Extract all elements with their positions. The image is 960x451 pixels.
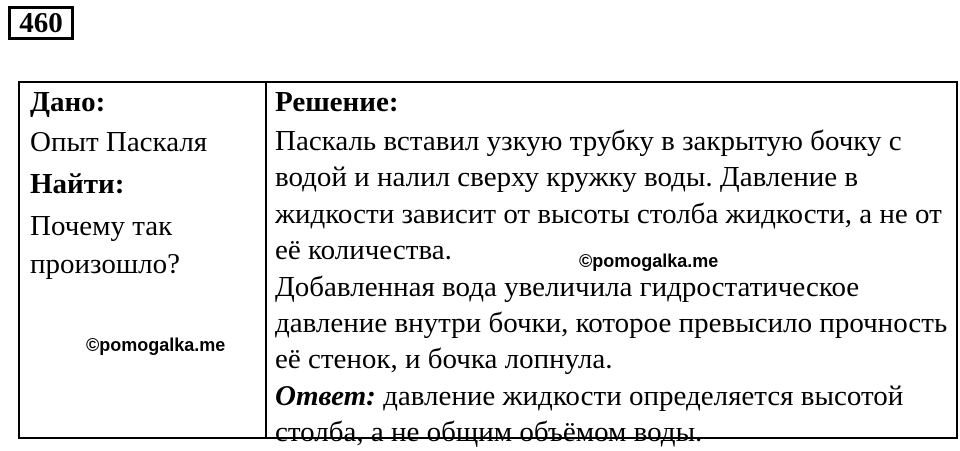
find-value: Почему так произошло? <box>30 210 180 280</box>
task-table <box>18 81 958 449</box>
watermark-right: ©pomogalka.me <box>579 251 719 271</box>
solution-body <box>275 123 960 451</box>
answer-line <box>275 378 960 451</box>
solution-heading: Решение: <box>275 86 399 118</box>
watermark-left: ©pomogalka.me <box>86 335 226 355</box>
find-heading: Найти: <box>30 168 125 200</box>
problem-number: 460 <box>8 6 74 40</box>
column-divider <box>265 83 267 437</box>
answer-label: Ответ: <box>275 379 376 412</box>
given-value: Опыт Паскаля <box>30 126 208 158</box>
given-heading: Дано: <box>30 86 106 118</box>
solution-paragraph-1: Паскаль вставил узкую трубку в закрытую бочку с водой и налил сверху кружку воды. Давление в жидкости зависит от высоты столба жидкости, а не от её количества. <box>275 125 942 267</box>
answer-text: давление жидкости определяется высотой столба, а не общим объёмом воды. <box>275 379 904 449</box>
solution-paragraph-2: Добавленная вода увеличила гидростатическое давление внутри бочки, которое превысило прочность её стенок, и бочка лопнула. <box>275 270 948 376</box>
